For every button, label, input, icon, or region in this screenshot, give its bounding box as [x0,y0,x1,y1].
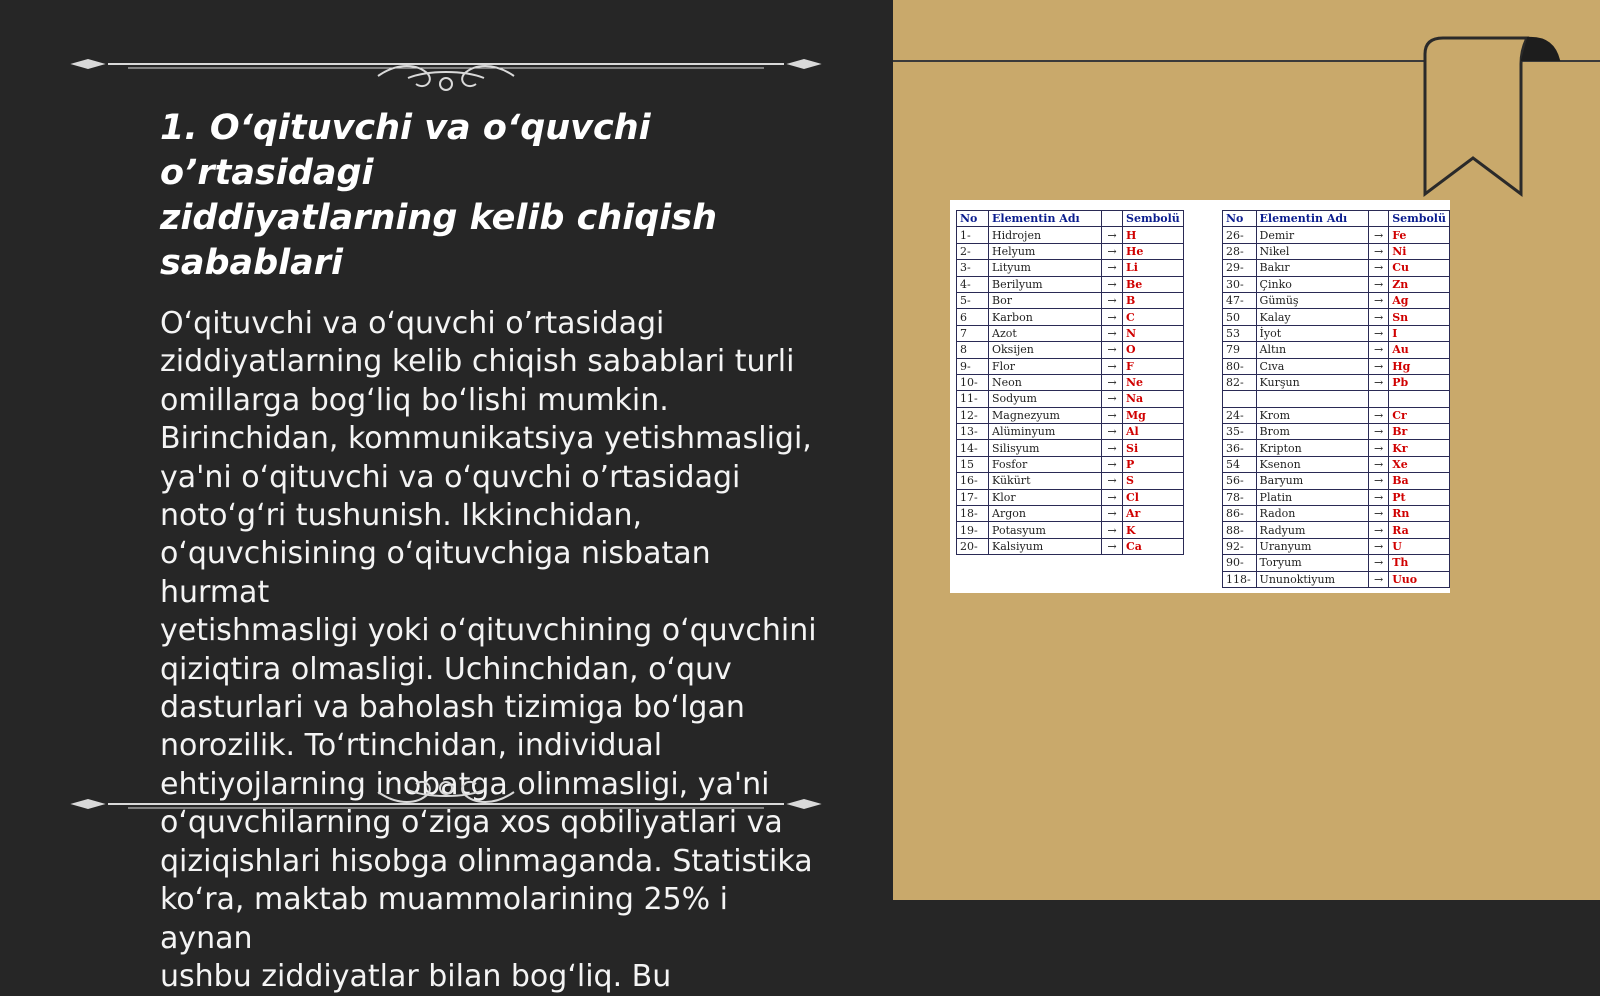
element-name: Ksenon [1256,456,1369,472]
header-no: No [1223,211,1257,227]
element-name: Uranyum [1256,538,1369,554]
element-name: Radyum [1256,522,1369,538]
table-row [957,276,1184,292]
arrow: → [1369,276,1389,292]
table-row [1223,456,1450,472]
table-row [1223,292,1450,308]
element-name: Radon [1256,506,1369,522]
arrow: → [1369,522,1389,538]
table-row [957,473,1184,489]
element-symbol: Cl [1123,489,1184,505]
table-row [1223,571,1450,587]
element-name: Krom [1256,407,1369,423]
element-table-image [950,200,1450,593]
element-number: 80- [1223,358,1257,374]
table-row [1223,489,1450,505]
arrow: → [1102,424,1123,440]
element-number: 20- [957,538,989,554]
element-name: İyot [1256,325,1369,341]
element-symbol: Be [1123,276,1184,292]
element-number: 78- [1223,489,1257,505]
body-line: yetishmasligi yoki o‘qituvchining o‘quvchini [160,613,817,649]
arrow: → [1369,309,1389,325]
element-symbol: Th [1389,555,1450,571]
table-row [957,374,1184,390]
element-name: Brom [1256,424,1369,440]
element-symbol: B [1123,292,1184,308]
element-number: 35- [1223,424,1257,440]
element-name: Silisyum [989,440,1102,456]
element-symbol: Cr [1389,407,1450,423]
element-name: Kurşun [1256,374,1369,390]
arrow: → [1102,407,1123,423]
table-row [957,227,1184,243]
element-symbol: C [1123,309,1184,325]
arrow: → [1369,506,1389,522]
element-symbol: O [1123,342,1184,358]
element-name: Argon [989,506,1102,522]
bookmark-ribbon-icon [1403,34,1573,204]
element-name: Karbon [989,309,1102,325]
element-name: Azot [989,325,1102,341]
element-number: 24- [1223,407,1257,423]
element-number: 9- [957,358,989,374]
element-name: Hidrojen [989,227,1102,243]
arrow: → [1102,473,1123,489]
element-number: 11- [957,391,989,407]
table-row [1223,243,1450,259]
ornament-divider-top [68,42,824,92]
element-symbol: F [1123,358,1184,374]
table-row [1223,358,1450,374]
arrow: → [1369,440,1389,456]
element-number: 82- [1223,374,1257,390]
arrow: → [1369,292,1389,308]
element-name: Potasyum [989,522,1102,538]
image-panel [893,0,1600,900]
element-symbol: Al [1123,424,1184,440]
table-row [957,538,1184,554]
element-symbol: Ni [1389,243,1450,259]
element-name: Oksijen [989,342,1102,358]
table-row [1223,227,1450,243]
element-number: 30- [1223,276,1257,292]
element-name: Ununoktiyum [1256,571,1369,587]
element-symbol: Br [1389,424,1450,440]
table-row [957,522,1184,538]
element-name: Berilyum [989,276,1102,292]
element-number: 29- [1223,260,1257,276]
table-row [1223,374,1450,390]
arrow: → [1102,342,1123,358]
element-name: Nikel [1256,243,1369,259]
element-number: 6 [957,309,989,325]
element-number: 15 [957,456,989,472]
table-row [1223,391,1450,407]
slide-title [160,106,860,286]
element-symbol: I [1389,325,1450,341]
element-name: Kalay [1256,309,1369,325]
arrow: → [1102,309,1123,325]
element-number: 90- [1223,555,1257,571]
element-name: Klor [989,489,1102,505]
element-name: Bakır [1256,260,1369,276]
element-name: Fosfor [989,456,1102,472]
body-line: qiziqishlari hisobga olinmaganda. Statistika [160,843,813,879]
element-number: 36- [1223,440,1257,456]
arrow: → [1102,391,1123,407]
element-symbol: He [1123,243,1184,259]
slide-title-line: ziddiyatlarning kelib chiqish sabablari [160,198,718,283]
element-number: 2- [957,243,989,259]
element-name: Kalsiyum [989,538,1102,554]
element-name: Demir [1256,227,1369,243]
arrow: → [1369,342,1389,358]
table-row [1223,424,1450,440]
table-row [957,325,1184,341]
element-symbol: Na [1123,391,1184,407]
body-line: o‘quvchilarning o‘ziga xos qobiliyatlari va [160,805,783,841]
element-table-left [956,210,1184,555]
element-symbol: Pt [1389,489,1450,505]
element-symbol: Ar [1123,506,1184,522]
element-name: Magnezyum [989,407,1102,423]
table-row [957,260,1184,276]
element-symbol: H [1123,227,1184,243]
body-line: Birinchidan, kommunikatsiya yetishmasligi, [160,421,812,457]
arrow: → [1369,374,1389,390]
element-symbol: Pb [1389,374,1450,390]
table-row [1223,473,1450,489]
element-symbol: Zn [1389,276,1450,292]
element-number: 50 [1223,309,1257,325]
element-number: 79 [1223,342,1257,358]
table-row [1223,538,1450,554]
arrow: → [1369,571,1389,587]
table-row [1223,325,1450,341]
element-symbol: Au [1389,342,1450,358]
element-name: Toryum [1256,555,1369,571]
element-symbol: Li [1123,260,1184,276]
element-symbol: Xe [1389,456,1450,472]
arrow [1369,391,1389,407]
arrow: → [1369,456,1389,472]
body-line: ziddiyatlarning kelib chiqish sabablari turli [160,344,795,380]
element-symbol: Sn [1389,309,1450,325]
element-symbol: Ba [1389,473,1450,489]
element-number: 12- [957,407,989,423]
element-number: 26- [1223,227,1257,243]
body-line: dasturlari va baholash tizimiga bo‘lgan [160,690,745,726]
element-number: 118- [1223,571,1257,587]
element-number: 18- [957,506,989,522]
element-name: Lityum [989,260,1102,276]
table-row [957,309,1184,325]
body-line: ushbu ziddiyatlar bilan bog‘liq. Bu [160,958,672,994]
element-number: 4- [957,276,989,292]
header-name: Elementin Adı [989,211,1102,227]
element-symbol: U [1389,538,1450,554]
element-symbol: Ne [1123,374,1184,390]
table-row [957,489,1184,505]
arrow: → [1102,538,1123,554]
table-row [1223,407,1450,423]
table-row [957,292,1184,308]
table-row [957,342,1184,358]
element-name: Platin [1256,489,1369,505]
element-number: 54 [1223,456,1257,472]
body-line: noto‘g‘ri tushunish. Ikkinchidan, [160,498,643,534]
element-symbol: S [1123,473,1184,489]
element-number: 47- [1223,292,1257,308]
element-name: Kükürt [989,473,1102,489]
element-symbol: Ca [1123,538,1184,554]
body-line: O‘qituvchi va o‘quvchi o’rtasidagi [160,306,665,341]
arrow: → [1369,243,1389,259]
element-name: Neon [989,374,1102,390]
arrow: → [1369,555,1389,571]
arrow: → [1102,489,1123,505]
element-symbol: Rn [1389,506,1450,522]
element-number: 56- [1223,473,1257,489]
element-number: 14- [957,440,989,456]
table-row [1223,342,1450,358]
table-header-row [1223,211,1450,227]
element-name: Kripton [1256,440,1369,456]
element-symbol: Ra [1389,522,1450,538]
body-line: omillarga bog‘liq bo‘lishi mumkin. [160,382,669,418]
table-row [957,506,1184,522]
table-row [1223,276,1450,292]
element-number: 28- [1223,243,1257,259]
arrow: → [1369,358,1389,374]
element-number: 3- [957,260,989,276]
arrow: → [1369,489,1389,505]
table-row [1223,506,1450,522]
arrow: → [1102,243,1123,259]
slide-title-line: 1. O‘qituvchi va o‘quvchi o’rtasidagi [160,108,651,193]
element-symbol: Mg [1123,407,1184,423]
body-line: ko‘ra, maktab muammolarining 25% i aynan [160,882,728,956]
table-row [1223,555,1450,571]
body-line: o‘quvchisining o‘qituvchiga nisbatan hurmat [160,536,711,610]
element-symbol: Cu [1389,260,1450,276]
arrow: → [1369,325,1389,341]
element-number: 19- [957,522,989,538]
element-symbol: P [1123,456,1184,472]
body-line: ehtiyojlarning inobatga olinmasligi, ya'ni [160,766,770,802]
arrow: → [1369,538,1389,554]
ornament-divider-bottom [68,782,824,832]
table-row [957,440,1184,456]
element-number: 13- [957,424,989,440]
element-number: 1- [957,227,989,243]
arrow: → [1369,407,1389,423]
arrow: → [1102,292,1123,308]
arrow: → [1102,522,1123,538]
arrow: → [1369,424,1389,440]
element-name: Sodyum [989,391,1102,407]
arrow: → [1102,325,1123,341]
element-symbol: Si [1123,440,1184,456]
element-number: 53 [1223,325,1257,341]
arrow: → [1102,276,1123,292]
element-name: Flor [989,358,1102,374]
body-line: ya'ni o‘qituvchi va o‘quvchi o’rtasidagi [160,459,741,495]
element-symbol: K [1123,522,1184,538]
table-row [957,424,1184,440]
element-name [1256,391,1369,407]
element-symbol [1389,391,1450,407]
table-row [957,358,1184,374]
table-header-row [957,211,1184,227]
element-number: 86- [1223,506,1257,522]
element-name: Altın [1256,342,1369,358]
table-row [1223,260,1450,276]
element-number: 10- [957,374,989,390]
arrow: → [1369,260,1389,276]
element-number: 88- [1223,522,1257,538]
element-name: Helyum [989,243,1102,259]
arrow: → [1102,358,1123,374]
slide-body-text [160,305,828,996]
header-name: Elementin Adı [1256,211,1369,227]
header-symbol: Sembolü [1389,211,1450,227]
element-symbol: Kr [1389,440,1450,456]
element-symbol: Fe [1389,227,1450,243]
element-symbol: Hg [1389,358,1450,374]
element-table-right [1222,210,1450,588]
header-symbol: Sembolü [1123,211,1184,227]
body-line: qiziqtira olmasligi. Uchinchidan, o‘quv [160,651,732,687]
table-row [957,243,1184,259]
header-no: No [957,211,989,227]
arrow: → [1102,260,1123,276]
arrow: → [1369,473,1389,489]
element-number [1223,391,1257,407]
arrow: → [1102,440,1123,456]
element-symbol: Ag [1389,292,1450,308]
table-row [957,456,1184,472]
element-name: Cıva [1256,358,1369,374]
element-name: Çinko [1256,276,1369,292]
element-name: Bor [989,292,1102,308]
element-number: 8 [957,342,989,358]
table-row [957,407,1184,423]
table-row [957,391,1184,407]
arrow: → [1102,227,1123,243]
element-number: 16- [957,473,989,489]
arrow: → [1369,227,1389,243]
element-symbol: N [1123,325,1184,341]
arrow: → [1102,506,1123,522]
element-number: 7 [957,325,989,341]
table-row [1223,440,1450,456]
element-number: 17- [957,489,989,505]
element-symbol: Uuo [1389,571,1450,587]
body-line: norozilik. To‘rtinchidan, individual [160,728,663,764]
table-row [1223,522,1450,538]
element-number: 5- [957,292,989,308]
arrow: → [1102,456,1123,472]
element-name: Gümüş [1256,292,1369,308]
arrow: → [1102,374,1123,390]
table-row [1223,309,1450,325]
element-name: Alüminyum [989,424,1102,440]
element-number: 92- [1223,538,1257,554]
element-name: Baryum [1256,473,1369,489]
